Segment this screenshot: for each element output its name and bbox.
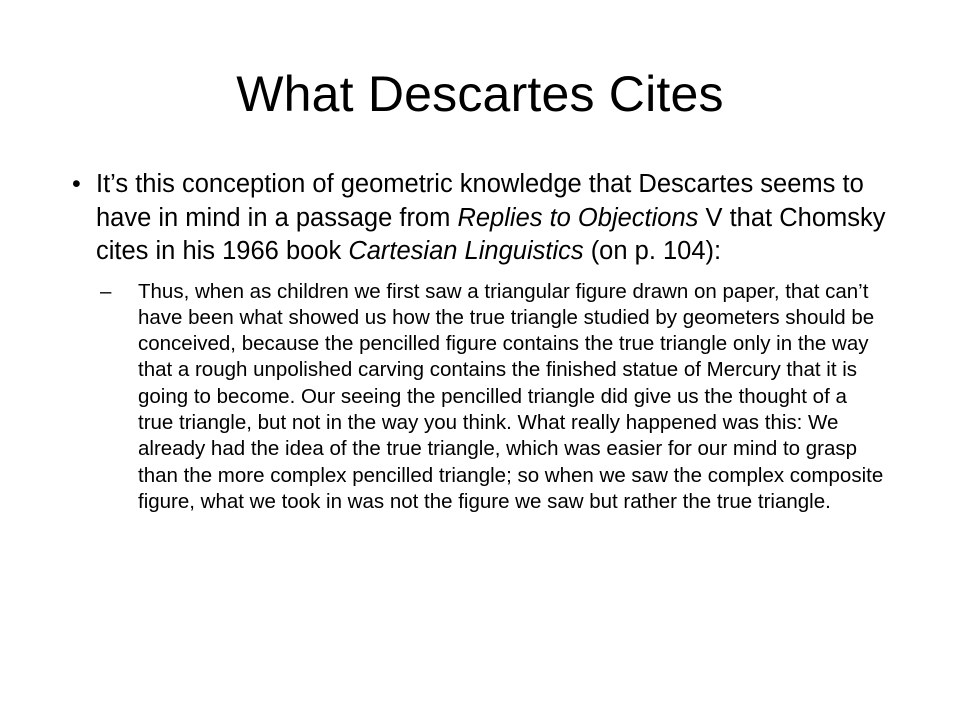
sub-bullet-marker: –: [100, 279, 112, 303]
bullet-item: [72, 168, 888, 269]
bullet-text: [96, 170, 886, 265]
sub-bullet-item: [100, 279, 888, 516]
bullet-text-italic-segment: Replies to Objections: [457, 203, 699, 232]
bullet-marker: •: [72, 170, 81, 198]
slide-body: [72, 168, 888, 515]
slide-title: What Descartes Cites: [236, 66, 724, 122]
bullet-text-italic-segment: Cartesian Linguistics: [348, 237, 584, 265]
sub-bullet-quote-text: Thus, when as children we first saw a triangular figure drawn on paper, that can’t have been what showed us how the true triangle studied by geometers should be conceived, because the pencilled figure contains the true triangle only in the way that a rough unpolished carving contains the finished statue of Mercury that it is going to become. Our seeing the pencilled triangle did give us the thought of a true triangle, but not in the way you think. What really happened was this: We already had the idea of the true triangle, which was easier for our mind to grasp than the more complex pencilled triangle; so when we saw the complex composite figure, what we took in was not the figure we saw but rather the true triangle.: [138, 279, 884, 513]
bullet-text-segment: V that Chomsky cites in his 1966 book: [96, 203, 886, 265]
bullet-text-segment: It’s this conception of geometric knowledge that Descartes seems to have in mind in a passage from: [96, 170, 864, 232]
bullet-text-segment: (on p. 104):: [583, 237, 722, 265]
